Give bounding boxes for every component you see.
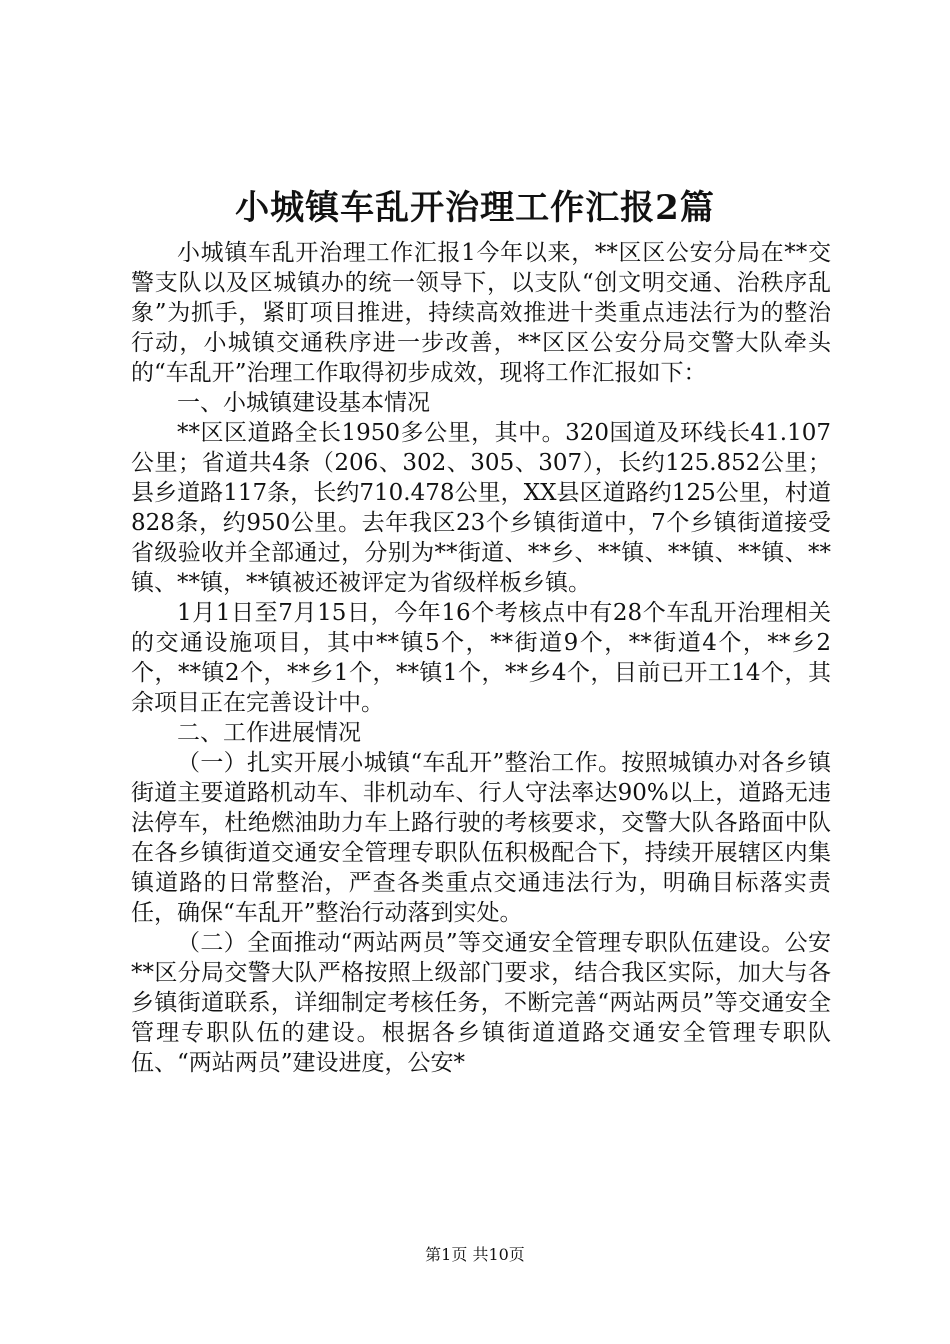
paragraph-work-1: （一）扎实开展小城镇“车乱开”整治工作。按照城镇办对各乡镇街道主要道路机动车、非机动车、行人守法率达90%以上，道路无违法停车，杜绝燃油助力车上路行驶的考核要求，交警大队各路面中队在各乡镇街道交通安全管理专职队伍积极配合下，持续开展辖区内集镇道路的日常整治，严查各类重点交通违法行为，明确目标落实责任，确保“车乱开”整治行动落到实处。 [131, 750, 831, 926]
section-heading-1: 一、小城镇建设基本情况 [177, 390, 430, 416]
document-body [131, 238, 831, 1078]
paragraph-work-2: （二）全面推动“两站两员”等交通安全管理专职队伍建设。公安**区分局交警大队严格按照上级部门要求，结合我区实际，加大与各乡镇街道联系，详细制定考核任务，不断完善“两站两员”等交通安全管理专职队伍的建设。根据各乡镇街道道路交通安全管理专职队伍、“两站两员”建设进度，公安* [131, 930, 831, 1076]
paragraph-projects: 1月1日至7月15日，今年16个考核点中有28个车乱开治理相关的交通设施项目，其中**镇5个，**街道9个，**街道4个，**乡2个，**镇2个，**乡1个，**镇1个，**乡4个，目前已开工14个，其余项目正在完善设计中。 [131, 600, 831, 716]
paragraph-intro: 小城镇车乱开治理工作汇报1今年以来，**区区公安分局在**交警支队以及区城镇办的统一领导下，以支队“创文明交通、治秩序乱象”为抓手，紧盯项目推进，持续高效推进十类重点违法行为的整治行动，小城镇交通秩序进一步改善，**区区公安分局交警大队牵头的“车乱开”治理工作取得初步成效，现将工作汇报如下： [131, 240, 831, 386]
page-number-footer: 第1页 共10页 [425, 1245, 525, 1264]
paragraph-road-stats: **区区道路全长1950多公里，其中。320国道及环线长41.107公里；省道共4条（206、302、305、307），长约125.852公里；县乡道路117条，长约710.478公里，XX县区道路约125公里，村道828条，约950公里。去年我区23个乡镇街道中，7个乡镇街道接受省级验收并全部通过，分别为**街道、**乡、**镇、**镇、**镇、**镇、**镇，**镇被还被评定为省级样板乡镇。 [131, 420, 831, 596]
document-title: 小城镇车乱开治理工作汇报2篇 [235, 188, 715, 228]
section-heading-2: 二、工作进展情况 [177, 720, 361, 746]
